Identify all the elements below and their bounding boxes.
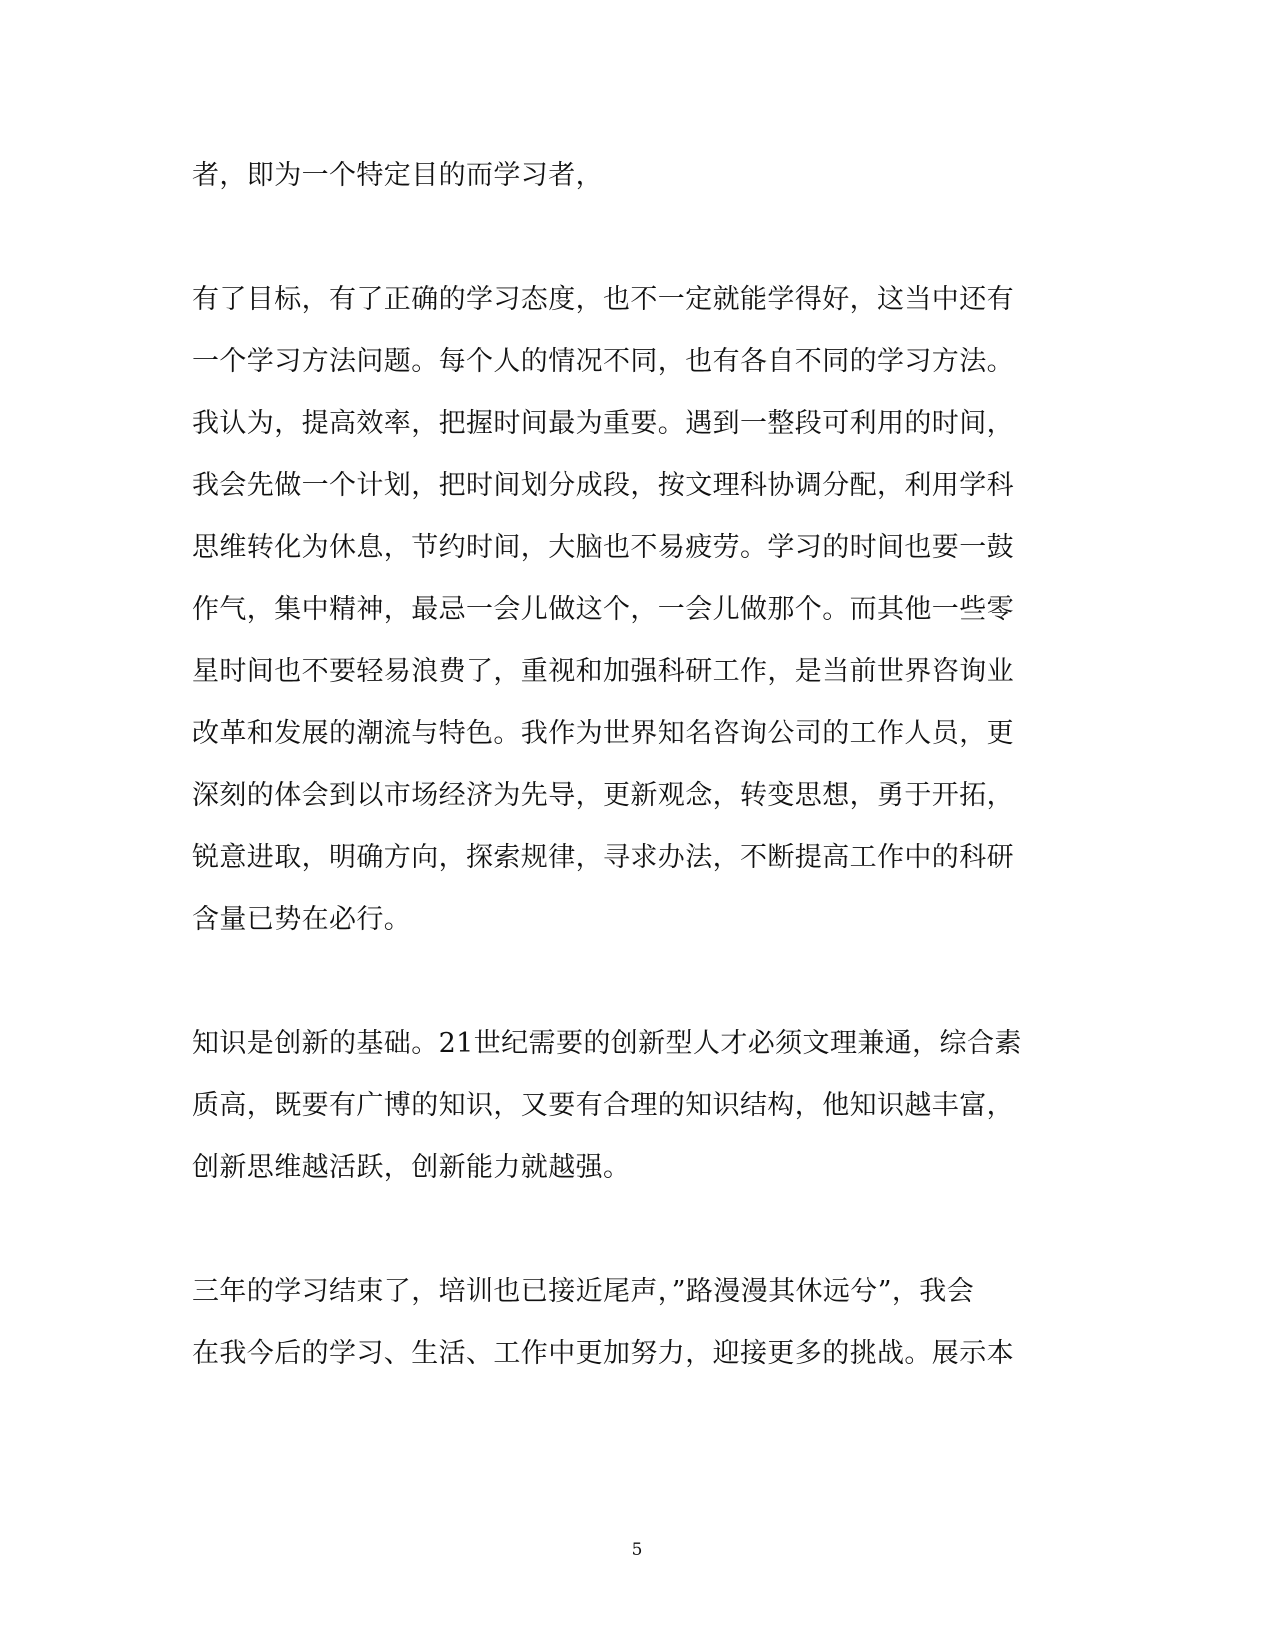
text-line: 思维转化为休息，节约时间，大脑也不易疲劳。学习的时间也要一鼓 <box>192 532 1014 563</box>
text-line: 锐意进取，明确方向，探索规律，寻求办法，不断提高工作中的科研 <box>192 842 1014 873</box>
page-number: 5 <box>631 1540 643 1560</box>
text-line: 深刻的体会到以市场经济为先导，更新观念，转变思想，勇于开拓， <box>192 780 1014 811</box>
text-line: 含量已势在必行。 <box>192 904 412 935</box>
text-line: 质高，既要有广博的知识，又要有合理的知识结构，他知识越丰富， <box>192 1090 1014 1121</box>
text-line: 者，即为一个特定目的而学习者， <box>192 160 603 191</box>
text-line: 星时间也不要轻易浪费了，重视和加强科研工作，是当前世界咨询业 <box>192 656 1014 687</box>
text-line: 有了目标，有了正确的学习态度，也不一定就能学得好，这当中还有 <box>192 284 1014 315</box>
text-line: 三年的学习结束了，培训也已接近尾声，”路漫漫其休远兮”，我会 <box>192 1276 975 1307</box>
text-line: 改革和发展的潮流与特色。我作为世界知名咨询公司的工作人员，更 <box>192 718 1014 749</box>
text-line: 在我今后的学习、生活、工作中更加努力，迎接更多的挑战。展示本 <box>192 1338 1014 1369</box>
text-line: 一个学习方法问题。每个人的情况不同，也有各自不同的学习方法。 <box>192 346 1014 377</box>
text-line: 作气，集中精神，最忌一会儿做这个，一会儿做那个。而其他一些零 <box>192 594 1014 625</box>
text-line: 我会先做一个计划，把时间划分成段，按文理科协调分配，利用学科 <box>192 470 1014 501</box>
text-line: 知识是创新的基础。21世纪需要的创新型人才必须文理兼通，综合素 <box>192 1028 1022 1059</box>
text-line: 创新思维越活跃，创新能力就越强。 <box>192 1152 631 1183</box>
text-line: 我认为，提高效率，把握时间最为重要。遇到一整段可利用的时间， <box>192 408 1014 439</box>
